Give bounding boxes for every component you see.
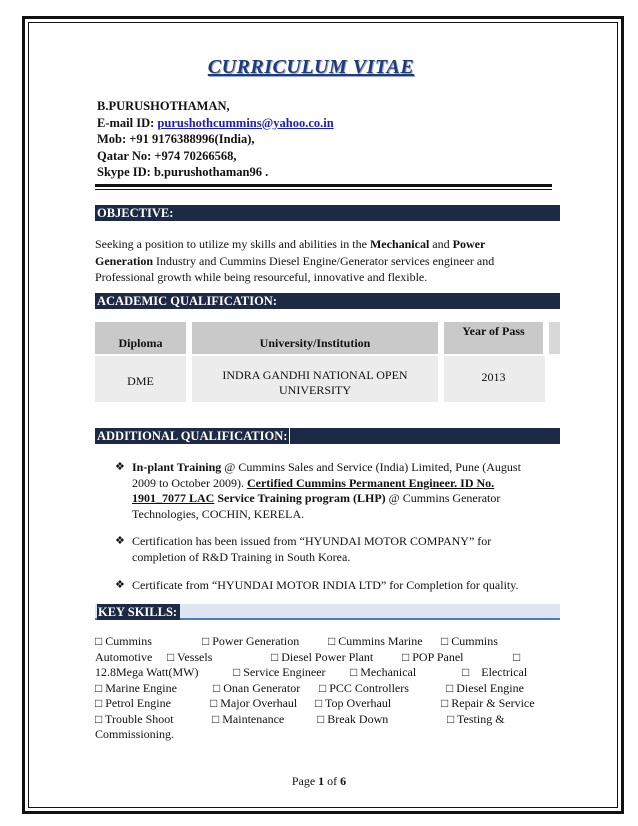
key-skills-list: [95, 634, 565, 743]
diamond-bullet-icon: ❖: [115, 579, 125, 591]
skills-row: Automotive □ Vessels □ Diesel Power Plant □ POP Panel □: [95, 649, 521, 664]
skills-row: □ Cummins □ Power Generation □ Cummins Marine □ Cummins: [95, 634, 498, 648]
checkbox-icon: □: [462, 665, 470, 679]
checkbox-icon: □: [446, 680, 454, 695]
divider-thick: [95, 184, 552, 187]
page-number: Page 1 of 6: [291, 774, 347, 788]
checkbox-icon: □: [271, 649, 279, 664]
checkbox-icon: □: [402, 649, 410, 664]
checkbox-icon: □: [210, 696, 218, 710]
email-line: E-mail ID: purushothcummins@yahoo.co.in: [97, 115, 334, 130]
list-item: ❖ Certificate from “HYUNDAI MOTOR INDIA LTD” for Completion for quality.: [115, 578, 519, 592]
checkbox-icon: □: [202, 634, 210, 648]
diamond-bullet-icon: ❖: [115, 535, 125, 547]
cell-university: INDRA GANDHI NATIONAL OPEN UNIVERSITY: [222, 368, 408, 397]
checkbox-icon: □: [213, 680, 221, 695]
checkbox-icon: □: [95, 634, 103, 648]
contact-block: [97, 98, 334, 181]
skills-row: 12.8Mega Watt(MW) □ Service Engineer □ Mechanical □ Electrical: [95, 665, 528, 679]
academic-heading: ACADEMIC QUALIFICATION:: [95, 293, 560, 309]
additional-heading: ADDITIONAL QUALIFICATION:: [95, 428, 560, 444]
skills-row: □ Trouble Shoot □ Maintenance □ Break Down □ Testing &: [95, 711, 505, 726]
checkbox-icon: □: [441, 696, 449, 710]
list-item: ❖ In-plant Training @ Cummins Sales and Service (India) Limited, Pune (August 2009 to October 2009). Certified Cummins Permanent Engineer. ID No. 1901_7077 LAC Service Training program (LHP) @ Cummins Generator Technologies, COCHIN, KERELA.: [115, 460, 521, 521]
checkbox-icon: □: [328, 634, 336, 648]
checkbox-icon: □: [167, 649, 175, 664]
cell-year: 2013: [481, 370, 506, 384]
checkbox-icon: □: [95, 696, 103, 710]
checkbox-icon: □: [233, 665, 241, 679]
table-col-sep: [543, 322, 549, 354]
candidate-name: B.PURUSHOTHAMAN,: [97, 99, 230, 113]
skills-row: □ Marine Engine □ Onan Generator □ PCC Controllers □ Diesel Engine: [95, 680, 524, 695]
skills-row: Commissioning.: [95, 727, 175, 741]
objective-heading: OBJECTIVE:: [95, 205, 560, 221]
cell-diploma: DME: [127, 374, 154, 388]
email-link[interactable]: purushothcummins@yahoo.co.in: [157, 115, 334, 130]
checkbox-icon: □: [350, 665, 358, 679]
key-skills-heading: KEY SKILLS:: [95, 604, 560, 620]
mobile-line: Mob: +91 9176388996(India),: [97, 132, 255, 146]
checkbox-icon: □: [447, 711, 455, 726]
col-header-diploma: Diploma: [118, 336, 163, 350]
checkbox-icon: □: [212, 711, 220, 726]
skills-row: □ Petrol Engine □ Major Overhaul □ Top Overhaul □ Repair & Service: [95, 696, 535, 710]
col-header-university: University/Institution: [259, 336, 371, 350]
checkbox-icon: □: [315, 696, 323, 710]
checkbox-icon: □: [513, 649, 521, 664]
diamond-bullet-icon: ❖: [115, 461, 125, 473]
document-title: CURRICULUM VITAE: [207, 56, 415, 78]
col-header-year: Year of Pass: [462, 324, 525, 338]
qatar-line: Qatar No: +974 70266568,: [97, 148, 237, 163]
objective-text: Seeking a position to utilize my skills and abilities in the Mechanical and Power Generation Industry and Cummins Diesel Engine/Generator services engineer and Professional growth while being resourceful, innovative and flexible.: [95, 237, 495, 284]
checkbox-icon: □: [441, 634, 449, 648]
list-item: ❖ Certification has been issued from “HYUNDAI MOTOR COMPANY” for completion of R&D Training in South Korea.: [115, 534, 492, 564]
checkbox-icon: □: [95, 711, 103, 726]
checkbox-icon: □: [317, 711, 325, 726]
checkbox-icon: □: [319, 680, 327, 695]
skype-line: Skype ID: b.purushothaman96 .: [97, 165, 269, 179]
checkbox-icon: □: [95, 680, 103, 695]
divider-thin: [95, 189, 552, 190]
